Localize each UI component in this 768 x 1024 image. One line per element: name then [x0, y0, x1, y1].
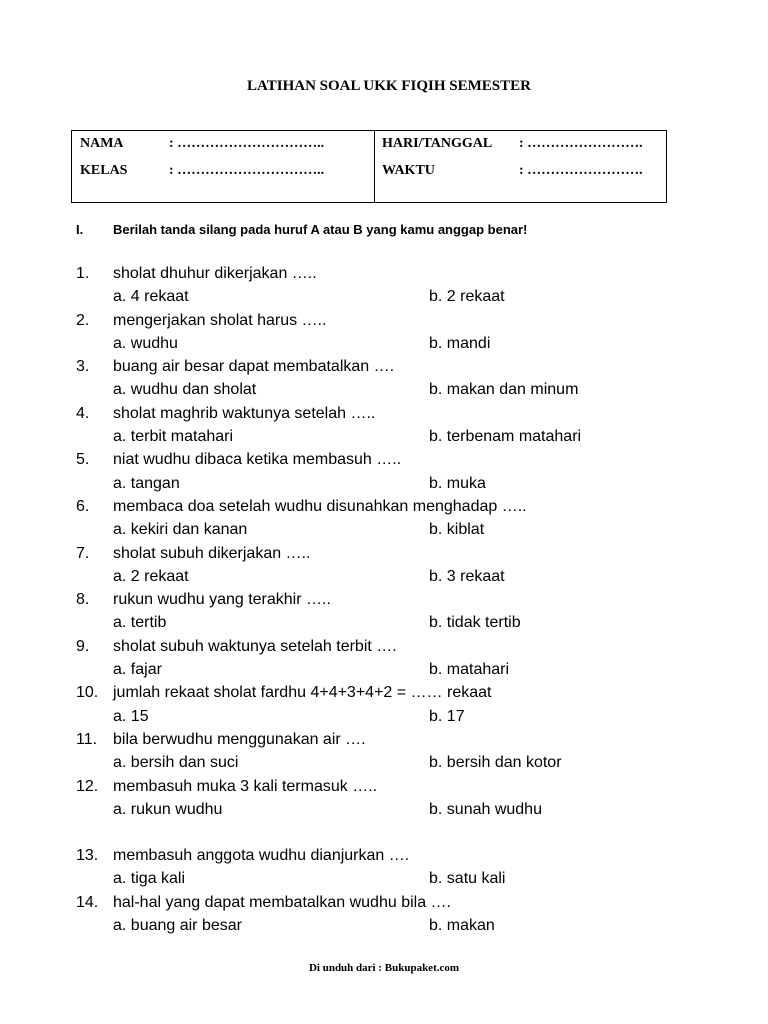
- option-a[interactable]: a. 2 rekaat: [113, 567, 189, 585]
- option-a[interactable]: a. fajar: [113, 661, 162, 679]
- option-b[interactable]: b. 2 rekaat: [429, 288, 505, 306]
- question-text: rukun wudhu yang terakhir …..: [113, 591, 331, 609]
- option-a[interactable]: a. 15: [113, 707, 149, 725]
- question-number: 8.: [76, 591, 90, 609]
- identity-table: [71, 130, 667, 203]
- question-item: [0, 448, 768, 495]
- option-b[interactable]: b. satu kali: [429, 870, 506, 888]
- question-item: [0, 542, 768, 589]
- option-a[interactable]: a. buang air besar: [113, 917, 242, 935]
- question-item: [0, 588, 768, 635]
- question-item: [0, 775, 768, 822]
- question-number: 10.: [76, 684, 99, 702]
- option-b[interactable]: b. makan: [429, 917, 495, 935]
- nama-field[interactable]: : …………………………..: [169, 136, 325, 151]
- question-item: [0, 728, 768, 775]
- option-a[interactable]: a. terbit matahari: [113, 428, 234, 446]
- option-b[interactable]: b. mandi: [429, 334, 491, 352]
- option-b[interactable]: b. tidak tertib: [429, 614, 521, 632]
- section-number: I.: [76, 222, 84, 237]
- question-item: [0, 891, 768, 938]
- option-a[interactable]: a. rukun wudhu: [113, 800, 223, 818]
- table-divider: [374, 131, 375, 202]
- option-b[interactable]: b. sunah wudhu: [429, 800, 542, 818]
- question-number: 11.: [76, 730, 98, 748]
- option-b[interactable]: b. 3 rekaat: [429, 567, 505, 585]
- question-item: [0, 262, 768, 309]
- question-item: [0, 681, 768, 728]
- nama-label: NAMA: [80, 136, 124, 151]
- question-text: jumlah rekaat sholat fardhu 4+4+3+4+2 = …… rekaat: [113, 684, 492, 702]
- question-text: sholat dhuhur dikerjakan …..: [113, 265, 317, 282]
- footer-source: Di unduh dari : Bukupaket.com: [308, 962, 460, 974]
- option-a[interactable]: a. 4 rekaat: [113, 288, 189, 306]
- section-spacer: [0, 821, 768, 844]
- question-text: hal-hal yang dapat membatalkan wudhu bila ….: [113, 893, 451, 911]
- option-b[interactable]: b. matahari: [429, 661, 510, 679]
- option-a[interactable]: a. wudhu dan sholat: [113, 381, 257, 399]
- question-number: 9.: [76, 637, 90, 655]
- option-b[interactable]: b. bersih dan kotor: [429, 754, 562, 772]
- hari-tanggal-field[interactable]: : …………………….: [519, 136, 643, 151]
- question-item: [0, 844, 768, 891]
- question-text: membasuh anggota wudhu dianjurkan ….: [113, 847, 410, 865]
- question-text: membasuh muka 3 kali termasuk …..: [113, 777, 378, 795]
- question-number: 12.: [76, 777, 99, 795]
- option-a[interactable]: a. tangan: [113, 474, 180, 492]
- question-item: [0, 635, 768, 682]
- question-text: sholat subuh waktunya setelah terbit ….: [113, 637, 397, 655]
- question-number: 1.: [76, 265, 90, 282]
- question-number: 5.: [76, 451, 90, 469]
- section-instruction: Berilah tanda silang pada huruf A atau B yang kamu anggap benar!: [113, 222, 528, 237]
- question-text: sholat subuh dikerjakan …..: [113, 544, 311, 562]
- question-text: membaca doa setelah wudhu disunahkan menghadap …..: [113, 497, 527, 515]
- question-item: [0, 495, 768, 542]
- waktu-label: WAKTU: [382, 163, 435, 178]
- waktu-field[interactable]: : …………………….: [519, 163, 643, 178]
- question-number: 13.: [76, 847, 99, 865]
- question-item: [0, 309, 768, 356]
- option-a[interactable]: a. tiga kali: [113, 870, 186, 888]
- question-item: [0, 402, 768, 449]
- question-number: 14.: [76, 893, 99, 911]
- option-b[interactable]: b. makan dan minum: [429, 381, 579, 399]
- option-b[interactable]: b. terbenam matahari: [429, 428, 582, 446]
- page-title: LATIHAN SOAL UKK FIQIH SEMESTER: [247, 78, 531, 94]
- option-b[interactable]: b. 17: [429, 707, 465, 725]
- question-text: sholat maghrib waktunya setelah …..: [113, 404, 376, 422]
- kelas-label: KELAS: [80, 163, 128, 178]
- question-number: 4.: [76, 404, 90, 422]
- option-a[interactable]: a. tertib: [113, 614, 167, 632]
- question-text: bila berwudhu menggunakan air ….: [113, 730, 366, 748]
- question-number: 7.: [76, 544, 90, 562]
- question-list: [0, 262, 768, 937]
- hari-tanggal-label: HARI/TANGGAL: [382, 136, 493, 151]
- option-b[interactable]: b. kiblat: [429, 521, 485, 539]
- option-a[interactable]: a. bersih dan suci: [113, 754, 239, 772]
- question-item: [0, 355, 768, 402]
- option-a[interactable]: a. wudhu: [113, 334, 178, 352]
- option-b[interactable]: b. muka: [429, 474, 486, 492]
- question-number: 3.: [76, 358, 90, 376]
- question-text: mengerjakan sholat harus …..: [113, 311, 327, 329]
- option-a[interactable]: a. kekiri dan kanan: [113, 521, 248, 539]
- question-number: 6.: [76, 497, 90, 515]
- question-text: niat wudhu dibaca ketika membasuh …..: [113, 451, 402, 469]
- question-number: 2.: [76, 311, 90, 329]
- kelas-field[interactable]: : …………………………..: [169, 163, 325, 178]
- question-text: buang air besar dapat membatalkan ….: [113, 358, 395, 376]
